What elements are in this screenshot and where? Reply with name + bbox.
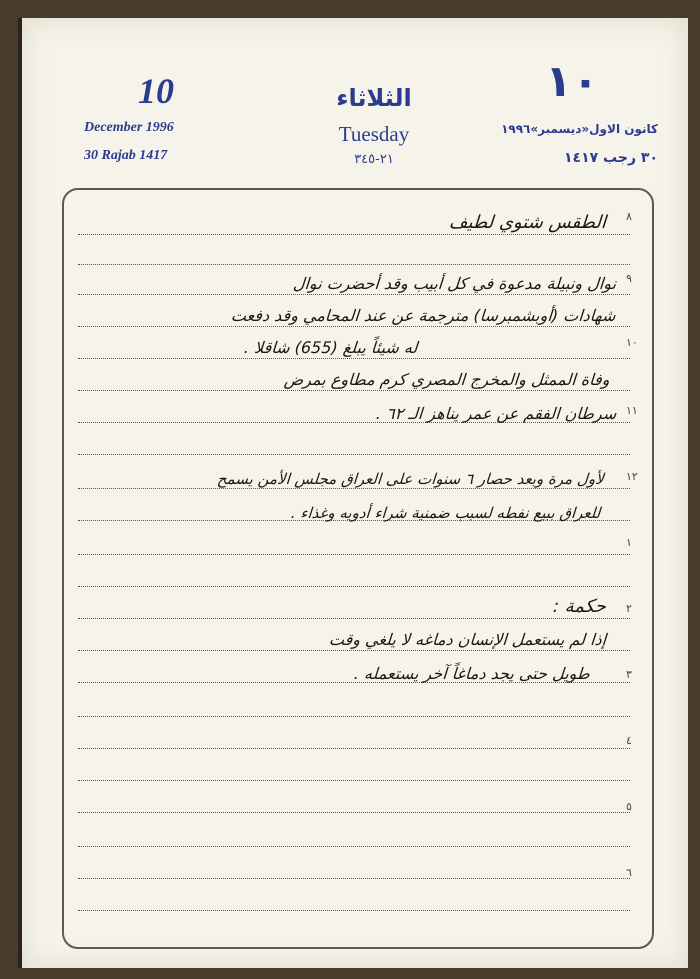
handwritten-line: له شيئاً يبلغ (655) شاقلا . [243, 338, 419, 357]
rule-line [78, 846, 630, 847]
rule-line [78, 554, 630, 555]
hour-mark: ٤ [626, 734, 632, 747]
rule-line [78, 618, 630, 619]
hour-mark: ٣ [626, 668, 632, 681]
arabic-day-name: الثلاثاء [336, 84, 412, 112]
day-count: ٢١-٣٤٥ [354, 152, 394, 167]
diary-page [18, 18, 688, 968]
rule-line [78, 234, 630, 235]
rule-line [78, 390, 630, 391]
handwritten-line: طويل حتى يجد دماغاً آخر يستعمله . [353, 664, 591, 683]
hour-mark: ٢ [626, 602, 632, 615]
english-day-name: Tuesday [338, 122, 410, 146]
rule-line [78, 264, 630, 265]
handwritten-line: حكمة : [552, 596, 607, 617]
hour-mark: ٥ [626, 800, 632, 813]
handwritten-line: وفاة الممثل والمخرج المصري كرم مطاوع بمرض [283, 370, 611, 389]
hour-mark: ٦ [626, 866, 632, 879]
gregorian-month-year: December 1996 [84, 120, 174, 135]
rule-line [78, 910, 630, 911]
handwritten-line: لأول مرة وبعد حصار ٦ سنوات على العراق مجلس الأمن يسمح [216, 470, 605, 488]
rule-line [78, 780, 630, 781]
rule-line [78, 878, 630, 879]
rule-line [78, 326, 630, 327]
rule-line [78, 358, 630, 359]
rule-line [78, 586, 630, 587]
hour-mark: ١٢ [626, 470, 638, 483]
hour-mark: ٨ [626, 210, 632, 223]
handwritten-line: للعراق ببيع نفطه لسبب ضمنية شراء أدويه وغذاء . [290, 504, 601, 522]
rule-line [78, 454, 630, 455]
writing-area [62, 188, 654, 949]
handwritten-line: الطقس شتوي لطيف [448, 212, 607, 233]
arabic-hijri-line: ٣٠ رجب ١٤١٧ [564, 150, 658, 166]
rule-line [78, 812, 630, 813]
rule-line [78, 716, 630, 717]
hour-mark: ١٠ [626, 336, 638, 349]
rule-line [78, 748, 630, 749]
arabic-month-line: كانون الاول«ديسمبر»١٩٩٦ [501, 122, 658, 136]
handwritten-line: إذا لم يستعمل الإنسان دماغه لا يلغي وقت [328, 630, 607, 649]
rule-line [78, 488, 630, 489]
rule-line [78, 294, 630, 295]
handwritten-line: سرطان الفقم عن عمر يناهز الـ ٦٢ . [374, 404, 617, 423]
rule-line [78, 650, 630, 651]
hour-mark: ١ [626, 536, 632, 549]
hour-mark: ٩ [626, 272, 632, 285]
hijri-date-english: 30 Rajab 1417 [84, 148, 168, 163]
handwritten-line: نوال ونبيلة مدعوة في كل أبيب وقد أحضرت نوال [292, 274, 617, 293]
arabic-day-number: ١٠ [545, 56, 599, 107]
hour-mark: ١١ [626, 404, 638, 417]
day-number: 10 [138, 71, 174, 111]
handwritten-line: شهادات (أوبشمبرسا) مترجمة عن عند المحامي وقد دفعت [230, 306, 617, 325]
